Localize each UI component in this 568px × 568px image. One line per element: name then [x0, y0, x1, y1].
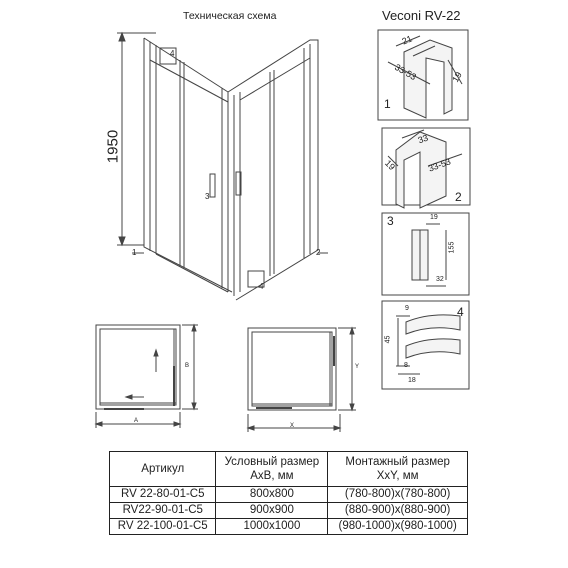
header-nominal-size-text: Условный размер АхВ, мм	[224, 456, 320, 482]
row-3-article: RV 22-100-01-C5	[110, 519, 216, 535]
row-1-mounting: (780-800)x(780-800)	[328, 487, 468, 503]
header-nominal-size	[216, 452, 328, 487]
model-title: Veconi RV-22	[382, 8, 461, 23]
detail-4-dim-a: 9	[405, 305, 409, 312]
height-label: 1950	[104, 129, 122, 164]
detail-2-dim-c: 19	[382, 157, 398, 173]
table-header-row	[110, 452, 468, 487]
dim-a-label: A	[134, 418, 139, 424]
callout-3: 3	[205, 192, 210, 201]
header-mounting-size-text: Монтажный размер ХхY, мм	[345, 456, 450, 482]
dim-b-label: B	[185, 363, 190, 369]
document-title: Техническая схема	[183, 10, 277, 22]
detail-3-number: 3	[387, 214, 394, 228]
detail-4-dim-b: 45	[384, 335, 392, 344]
detail-4-dim-d: 18	[408, 377, 416, 384]
detail-3-dim-a: 19	[430, 214, 438, 221]
detail-2-dim-a: 33	[416, 132, 430, 146]
detail-1-dim-c: 19	[450, 70, 464, 84]
callout-4-bottom: 4	[259, 282, 264, 291]
row-2-nominal: 900x900	[216, 503, 328, 519]
callout-4-top: 4	[170, 49, 175, 58]
callout-1: 1	[132, 248, 137, 257]
detail-1-dim-a: 21	[400, 33, 414, 47]
header-mounting-size	[328, 452, 468, 487]
detail-1-dim-b: 33-53	[393, 61, 418, 83]
detail-2-dim-b: 33-53	[426, 156, 453, 174]
detail-2-number: 2	[455, 190, 462, 204]
row-1-nominal: 800x800	[216, 487, 328, 503]
table-row	[110, 503, 468, 519]
callout-2: 2	[316, 248, 321, 257]
header-article: Артикул	[110, 452, 216, 487]
spec-table	[109, 451, 468, 535]
detail-1-number: 1	[384, 97, 391, 111]
dim-x-label: X	[290, 423, 295, 429]
detail-3-dim-b: 155	[448, 241, 456, 254]
row-3-nominal: 1000x1000	[216, 519, 328, 535]
detail-4-dim-c: 8	[404, 362, 408, 369]
table-row	[110, 519, 468, 535]
table-row	[110, 487, 468, 503]
row-1-article: RV 22-80-01-C5	[110, 487, 216, 503]
row-2-mounting: (880-900)x(880-900)	[328, 503, 468, 519]
dim-y-label: Y	[355, 364, 360, 370]
detail-3-dim-c: 32	[436, 276, 444, 283]
detail-4-number: 4	[457, 305, 464, 319]
row-2-article: RV22-90-01-C5	[110, 503, 216, 519]
row-3-mounting: (980-1000)x(980-1000)	[328, 519, 468, 535]
